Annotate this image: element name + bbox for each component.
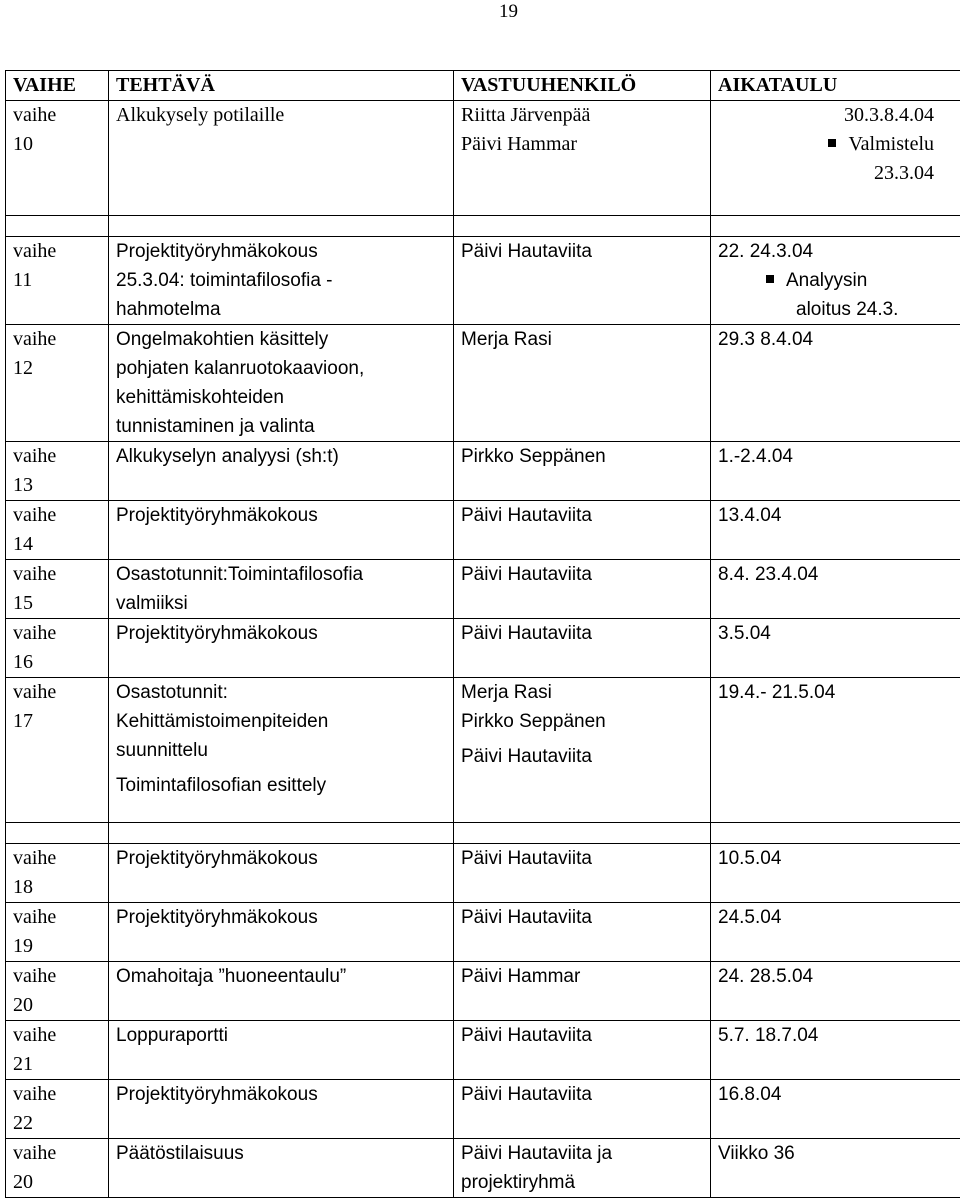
- phase-number: 22: [13, 1109, 108, 1138]
- responsible-cell: [454, 325, 711, 442]
- page-number: 19: [0, 0, 960, 24]
- phase-cell: [6, 844, 109, 903]
- task-cell: [109, 442, 454, 501]
- phase-label: vaihe: [13, 1080, 108, 1109]
- task-cell: [109, 1080, 454, 1139]
- responsible-name: Päivi Hammar: [461, 962, 710, 991]
- table-row: [6, 442, 960, 501]
- square-bullet-icon: [766, 275, 774, 283]
- task-cell: [109, 962, 454, 1021]
- header-schedule: AIKATAULU: [711, 71, 960, 101]
- phase-cell: [6, 1021, 109, 1080]
- schedule-date: Viikko 36: [718, 1139, 960, 1168]
- phase-number: 21: [13, 1050, 108, 1079]
- table-row: [6, 844, 960, 903]
- header-responsible: VASTUUHENKILÖ: [454, 71, 711, 101]
- task-text: Projektityöryhmäkokous: [116, 237, 453, 266]
- responsible-name: Pirkko Seppänen: [461, 442, 710, 471]
- responsible-name: Päivi Hautaviita: [461, 1021, 710, 1050]
- task-cell: [109, 325, 454, 442]
- phase-number: 20: [13, 991, 108, 1020]
- responsible-name: Merja Rasi: [461, 678, 710, 707]
- phase-number: 17: [13, 707, 108, 736]
- task-text: Päätöstilaisuus: [116, 1139, 453, 1168]
- responsible-cell: [454, 619, 711, 678]
- task-text: Alkukyselyn analyysi (sh:t): [116, 442, 453, 471]
- schedule-bullet-item: [718, 130, 934, 159]
- schedule-date: 3.5.04: [718, 619, 960, 648]
- phase-number: 14: [13, 530, 108, 559]
- task-text: Projektityöryhmäkokous: [116, 844, 453, 873]
- table-row: [6, 501, 960, 560]
- schedule-date: 8.4. 23.4.04: [718, 560, 960, 589]
- phase-cell: [6, 1139, 109, 1198]
- task-cell: [109, 237, 454, 325]
- schedule-cell: [711, 1021, 960, 1080]
- schedule-cell: [711, 237, 960, 325]
- phase-cell: [6, 962, 109, 1021]
- responsible-cell: [454, 237, 711, 325]
- schedule-table: [5, 70, 960, 1198]
- phase-label: vaihe: [13, 237, 108, 266]
- schedule-date: 19.4.- 21.5.04: [718, 678, 960, 707]
- phase-label: vaihe: [13, 442, 108, 471]
- task-text: Alkukysely potilaille: [116, 101, 453, 130]
- schedule-date: 10.5.04: [718, 844, 960, 873]
- responsible-name: Merja Rasi: [461, 325, 710, 354]
- responsible-cell: [454, 1080, 711, 1139]
- responsible-name: Päivi Hautaviita: [461, 903, 710, 932]
- section-separator: [6, 216, 960, 237]
- task-text: Osastotunnit:: [116, 678, 453, 707]
- responsible-name: Päivi Hautaviita: [461, 844, 710, 873]
- schedule-date: 24. 28.5.04: [718, 962, 960, 991]
- responsible-name: Päivi Hautaviita: [461, 1080, 710, 1109]
- phase-number: 12: [13, 354, 108, 383]
- responsible-cell: [454, 962, 711, 1021]
- schedule-date: 24.5.04: [718, 903, 960, 932]
- task-cell: [109, 619, 454, 678]
- phase-label: vaihe: [13, 325, 108, 354]
- table-row: [6, 237, 960, 325]
- phase-cell: [6, 903, 109, 962]
- header-task: TEHTÄVÄ: [109, 71, 454, 101]
- responsible-name: Päivi Hautaviita: [461, 237, 710, 266]
- schedule-date: 23.3.04: [718, 159, 934, 188]
- task-text: Toimintafilosofian esittely: [116, 771, 453, 800]
- responsible-name: Päivi Hautaviita: [461, 619, 710, 648]
- phase-label: vaihe: [13, 962, 108, 991]
- responsible-cell: [454, 844, 711, 903]
- task-text: Projektityöryhmäkokous: [116, 903, 453, 932]
- table-row: [6, 1139, 960, 1198]
- responsible-name: projektiryhmä: [461, 1168, 710, 1197]
- phase-number: 10: [13, 130, 108, 159]
- task-text: Osastotunnit:Toimintafilosofia: [116, 560, 453, 589]
- table-row: [6, 903, 960, 962]
- responsible-cell: [454, 501, 711, 560]
- task-text: Omahoitaja ”huoneentaulu”: [116, 962, 453, 991]
- schedule-cell: [711, 442, 960, 501]
- task-text: Loppuraportti: [116, 1021, 453, 1050]
- responsible-cell: [454, 678, 711, 823]
- task-cell: [109, 903, 454, 962]
- responsible-cell: [454, 1139, 711, 1198]
- phase-number: 15: [13, 589, 108, 618]
- phase-label: vaihe: [13, 101, 108, 130]
- schedule-note: Valmistelu: [848, 133, 934, 155]
- schedule-cell: [711, 1139, 960, 1198]
- phase-label: vaihe: [13, 1139, 108, 1168]
- schedule-cell: [711, 101, 960, 216]
- task-text: Projektityöryhmäkokous: [116, 619, 453, 648]
- schedule-cell: [711, 678, 960, 823]
- table-row: [6, 619, 960, 678]
- schedule-date: 30.3.8.4.04: [718, 101, 934, 130]
- schedule-date: 29.3 8.4.04: [718, 325, 960, 354]
- task-text: hahmotelma: [116, 295, 453, 324]
- phase-label: vaihe: [13, 903, 108, 932]
- phase-label: vaihe: [13, 501, 108, 530]
- section-separator: [6, 823, 960, 844]
- responsible-cell: [454, 1021, 711, 1080]
- task-text: pohjaten kalanruotokaavioon,: [116, 354, 453, 383]
- responsible-name: Päivi Hautaviita: [461, 742, 710, 771]
- table-row: [6, 678, 960, 823]
- responsible-name: Päivi Hautaviita: [461, 560, 710, 589]
- responsible-name: Päivi Hautaviita ja: [461, 1139, 710, 1168]
- table-row: [6, 325, 960, 442]
- phase-cell: [6, 442, 109, 501]
- phase-label: vaihe: [13, 560, 108, 589]
- responsible-cell: [454, 560, 711, 619]
- task-text: valmiiksi: [116, 589, 453, 618]
- schedule-date: 22. 24.3.04: [718, 237, 960, 266]
- phase-cell: [6, 1080, 109, 1139]
- schedule-cell: [711, 903, 960, 962]
- schedule-cell: [711, 962, 960, 1021]
- task-cell: [109, 1139, 454, 1198]
- task-cell: [109, 501, 454, 560]
- schedule-cell: [711, 325, 960, 442]
- schedule-date: 16.8.04: [718, 1080, 960, 1109]
- phase-number: 20: [13, 1168, 108, 1197]
- header-phase: VAIHE: [6, 71, 109, 101]
- task-text: Kehittämistoimenpiteiden: [116, 707, 453, 736]
- schedule-date: 5.7. 18.7.04: [718, 1021, 960, 1050]
- phase-number: 16: [13, 648, 108, 677]
- schedule-date: 13.4.04: [718, 501, 960, 530]
- schedule-bullet-item: [718, 266, 960, 295]
- phase-number: 19: [13, 932, 108, 961]
- responsible-name: Riitta Järvenpää: [461, 101, 710, 130]
- schedule-cell: [711, 501, 960, 560]
- table-row: [6, 1021, 960, 1080]
- task-text: 25.3.04: toimintafilosofia -: [116, 266, 453, 295]
- phase-label: vaihe: [13, 619, 108, 648]
- schedule-note: aloitus 24.3.: [718, 295, 960, 324]
- phase-label: vaihe: [13, 844, 108, 873]
- square-bullet-icon: [828, 139, 836, 147]
- phase-cell: [6, 501, 109, 560]
- phase-cell: [6, 237, 109, 325]
- task-cell: [109, 560, 454, 619]
- phase-number: 13: [13, 471, 108, 500]
- schedule-cell: [711, 619, 960, 678]
- task-cell: [109, 844, 454, 903]
- responsible-name: Pirkko Seppänen: [461, 707, 710, 736]
- task-text: Projektityöryhmäkokous: [116, 1080, 453, 1109]
- responsible-name: Päivi Hautaviita: [461, 501, 710, 530]
- schedule-cell: [711, 844, 960, 903]
- phase-cell: [6, 101, 109, 216]
- task-text: tunnistaminen ja valinta: [116, 412, 453, 441]
- phase-number: 11: [13, 266, 108, 295]
- task-text: kehittämiskohteiden: [116, 383, 453, 412]
- responsible-cell: [454, 903, 711, 962]
- phase-cell: [6, 678, 109, 823]
- schedule-cell: [711, 560, 960, 619]
- responsible-cell: [454, 101, 711, 216]
- phase-cell: [6, 560, 109, 619]
- phase-label: vaihe: [13, 678, 108, 707]
- phase-cell: [6, 325, 109, 442]
- phase-cell: [6, 619, 109, 678]
- responsible-name: Päivi Hammar: [461, 130, 710, 159]
- task-cell: [109, 101, 454, 216]
- task-text: Ongelmakohtien käsittely: [116, 325, 453, 354]
- table-row: [6, 560, 960, 619]
- table-row: [6, 101, 960, 216]
- schedule-note: Analyysin: [786, 270, 867, 291]
- table-header-row: [6, 71, 960, 101]
- task-cell: [109, 1021, 454, 1080]
- task-cell: [109, 678, 454, 823]
- phase-label: vaihe: [13, 1021, 108, 1050]
- table-row: [6, 1080, 960, 1139]
- responsible-cell: [454, 442, 711, 501]
- task-text: Projektityöryhmäkokous: [116, 501, 453, 530]
- task-text: suunnittelu: [116, 736, 453, 765]
- table-row: [6, 962, 960, 1021]
- phase-number: 18: [13, 873, 108, 902]
- schedule-date: 1.-2.4.04: [718, 442, 960, 471]
- schedule-cell: [711, 1080, 960, 1139]
